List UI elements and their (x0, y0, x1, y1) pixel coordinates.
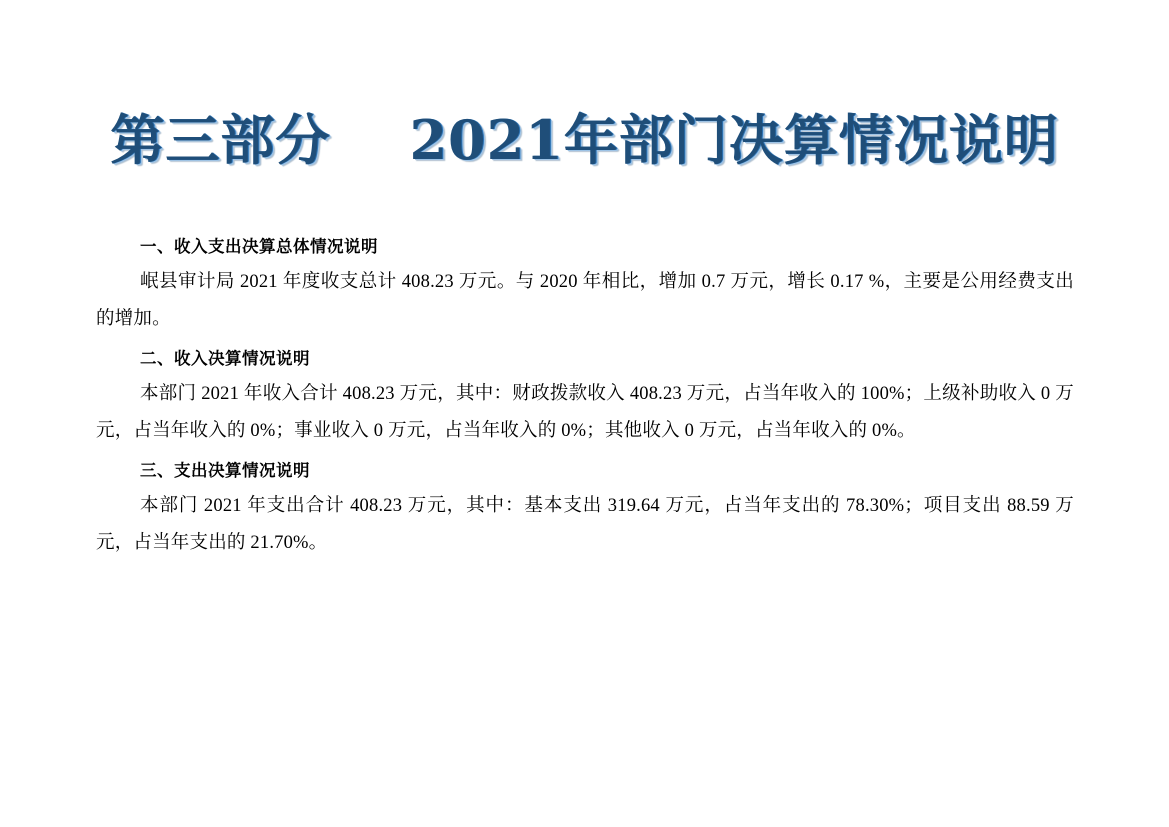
section-paragraph-1: 岷县审计局 2021 年度收支总计 408.23 万元。与 2020 年相比，增加 0.7 万元，增长 0.17 %，主要是公用经费支出的增加。 (96, 272, 1074, 329)
section-paragraph-3: 本部门 2021 年支出合计 408.23 万元，其中：基本支出 319.64 万元，占当年支出的 78.30%；项目支出 88.59 万元，占当年支出的 21.70%。 (96, 496, 1074, 553)
section-block (96, 456, 1074, 562)
section-heading-3: 三、支出决算情况说明 (140, 461, 310, 480)
section-heading-1: 一、收入支出决算总体情况说明 (140, 237, 378, 256)
page-title: 第三部分 2021年部门决算情况说明 (110, 108, 1059, 172)
section-paragraph-2: 本部门 2021 年收入合计 408.23 万元，其中：财政拨款收入 408.23 万元，占当年收入的 100%；上级补助收入 0 万元，占当年收入的 0%；事业收入 0 万元，占当年收入的 0%；其他收入 0 万元，占当年收入的 0%。 (96, 384, 1074, 441)
section-block (96, 232, 1074, 338)
document-body (96, 232, 1074, 568)
section-heading-2: 二、收入决算情况说明 (140, 349, 310, 368)
section-block (96, 344, 1074, 450)
